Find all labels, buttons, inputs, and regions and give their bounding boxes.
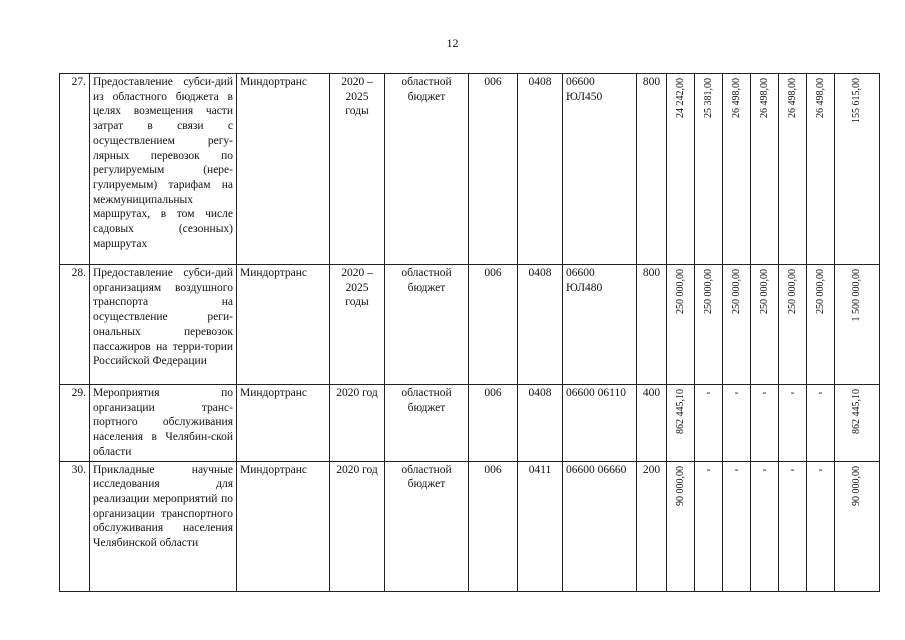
row-number-cell: 29. [60, 385, 90, 462]
expense-type-cell: 200 [637, 461, 667, 591]
year-amount-cell: - [751, 461, 779, 591]
funding-source-cell: областной бюджет [385, 74, 469, 265]
row-number-cell: 30. [60, 461, 90, 591]
grbs-code-cell: 006 [469, 385, 518, 462]
year-amount-cell: - [723, 461, 751, 591]
description-cell: Прикладные научные исследования для реализации мероприятий по организации транспортного обслуживания населения Челябинской области [90, 461, 237, 591]
period-cell: 2020 год [330, 461, 385, 591]
amount-value: 25 381,00 [702, 78, 714, 118]
grbs-code-cell: 006 [469, 461, 518, 591]
amount-value: 250 000,00 [702, 269, 714, 314]
total-amount-cell [835, 74, 880, 265]
amount-value: 862 445,10 [674, 389, 686, 434]
amount-value: 250 000,00 [758, 269, 770, 314]
section-code-cell: 0408 [518, 74, 563, 265]
table-row [60, 385, 880, 462]
executor-cell: Миндортранс [237, 461, 330, 591]
section-code-cell: 0411 [518, 461, 563, 591]
amount-value: 90 000,00 [674, 465, 686, 506]
year-amount-cell: - [779, 385, 807, 462]
year-amount-cell: - [723, 385, 751, 462]
funding-source-cell: областной бюджет [385, 265, 469, 385]
amount-value: 90 000,00 [851, 465, 862, 506]
year-amount-cell [779, 74, 807, 265]
executor-cell: Миндортранс [237, 385, 330, 462]
amount-value: 1 500 000,00 [851, 269, 862, 322]
period-cell: 2020 – 2025 годы [330, 265, 385, 385]
year-amount-cell [807, 74, 835, 265]
year-amount-cell: - [751, 385, 779, 462]
year-amount-cell [751, 265, 779, 385]
table-row [60, 265, 880, 385]
amount-value: 24 242,00 [674, 78, 686, 118]
year-amount-cell [667, 74, 695, 265]
budget-table [59, 73, 880, 592]
description-cell: Предоставление субси-дий из областного бюджета в целях возмещения части затрат в связи с осуществлением регу-лярных перевозок по регулируемым (нере-гулируемым) тарифам на межмуниципальных маршрутах, в том числе садовых (сезонных) маршрутах [90, 74, 237, 265]
amount-value: 26 498,00 [814, 78, 826, 118]
funding-source-cell: областной бюджет [385, 461, 469, 591]
description-cell: Предоставление субси-дий организациям воздушного транспорта на осуществление реги-ональных перевозок пассажиров на терри-тории Российской Федерации [90, 265, 237, 385]
year-amount-cell [695, 265, 723, 385]
table-row [60, 74, 880, 265]
total-amount-cell [835, 265, 880, 385]
target-article-cell: 06600 ЮЛ480 [563, 265, 637, 385]
year-amount-cell [667, 385, 695, 462]
year-amount-cell [807, 265, 835, 385]
year-amount-cell: - [807, 385, 835, 462]
year-amount-cell: - [807, 461, 835, 591]
section-code-cell: 0408 [518, 385, 563, 462]
funding-source-cell: областной бюджет [385, 385, 469, 462]
year-amount-cell [723, 265, 751, 385]
year-amount-cell [667, 461, 695, 591]
description-cell: Мероприятия по организации транс-портного обслуживания населения в Челябин-ской области [90, 385, 237, 462]
executor-cell: Миндортранс [237, 74, 330, 265]
row-number-cell: 27. [60, 74, 90, 265]
year-amount-cell: - [695, 461, 723, 591]
table-row [60, 461, 880, 591]
page-number: 12 [446, 36, 459, 50]
amount-value: 26 498,00 [758, 78, 770, 118]
section-code-cell: 0408 [518, 265, 563, 385]
target-article-cell: 06600 ЮЛ450 [563, 74, 637, 265]
amount-value: 250 000,00 [674, 269, 686, 314]
target-article-cell: 06600 06110 [563, 385, 637, 462]
year-amount-cell [695, 74, 723, 265]
amount-value: 862 445,10 [851, 389, 862, 434]
amount-value: 250 000,00 [814, 269, 826, 314]
amount-value: 26 498,00 [786, 78, 798, 118]
amount-value: 26 498,00 [730, 78, 742, 118]
table-body [60, 74, 880, 592]
total-amount-cell [835, 461, 880, 591]
year-amount-cell [779, 265, 807, 385]
year-amount-cell [667, 265, 695, 385]
expense-type-cell: 400 [637, 385, 667, 462]
grbs-code-cell: 006 [469, 74, 518, 265]
executor-cell: Миндортранс [237, 265, 330, 385]
period-cell: 2020 – 2025 годы [330, 74, 385, 265]
year-amount-cell [751, 74, 779, 265]
amount-value: 250 000,00 [730, 269, 742, 314]
year-amount-cell: - [695, 385, 723, 462]
grbs-code-cell: 006 [469, 265, 518, 385]
amount-value: 155 615,00 [851, 78, 862, 123]
target-article-cell: 06600 06660 [563, 461, 637, 591]
year-amount-cell: - [779, 461, 807, 591]
total-amount-cell [835, 385, 880, 462]
amount-value: 250 000,00 [786, 269, 798, 314]
expense-type-cell: 800 [637, 74, 667, 265]
row-number-cell: 28. [60, 265, 90, 385]
year-amount-cell [723, 74, 751, 265]
expense-type-cell: 800 [637, 265, 667, 385]
period-cell: 2020 год [330, 385, 385, 462]
